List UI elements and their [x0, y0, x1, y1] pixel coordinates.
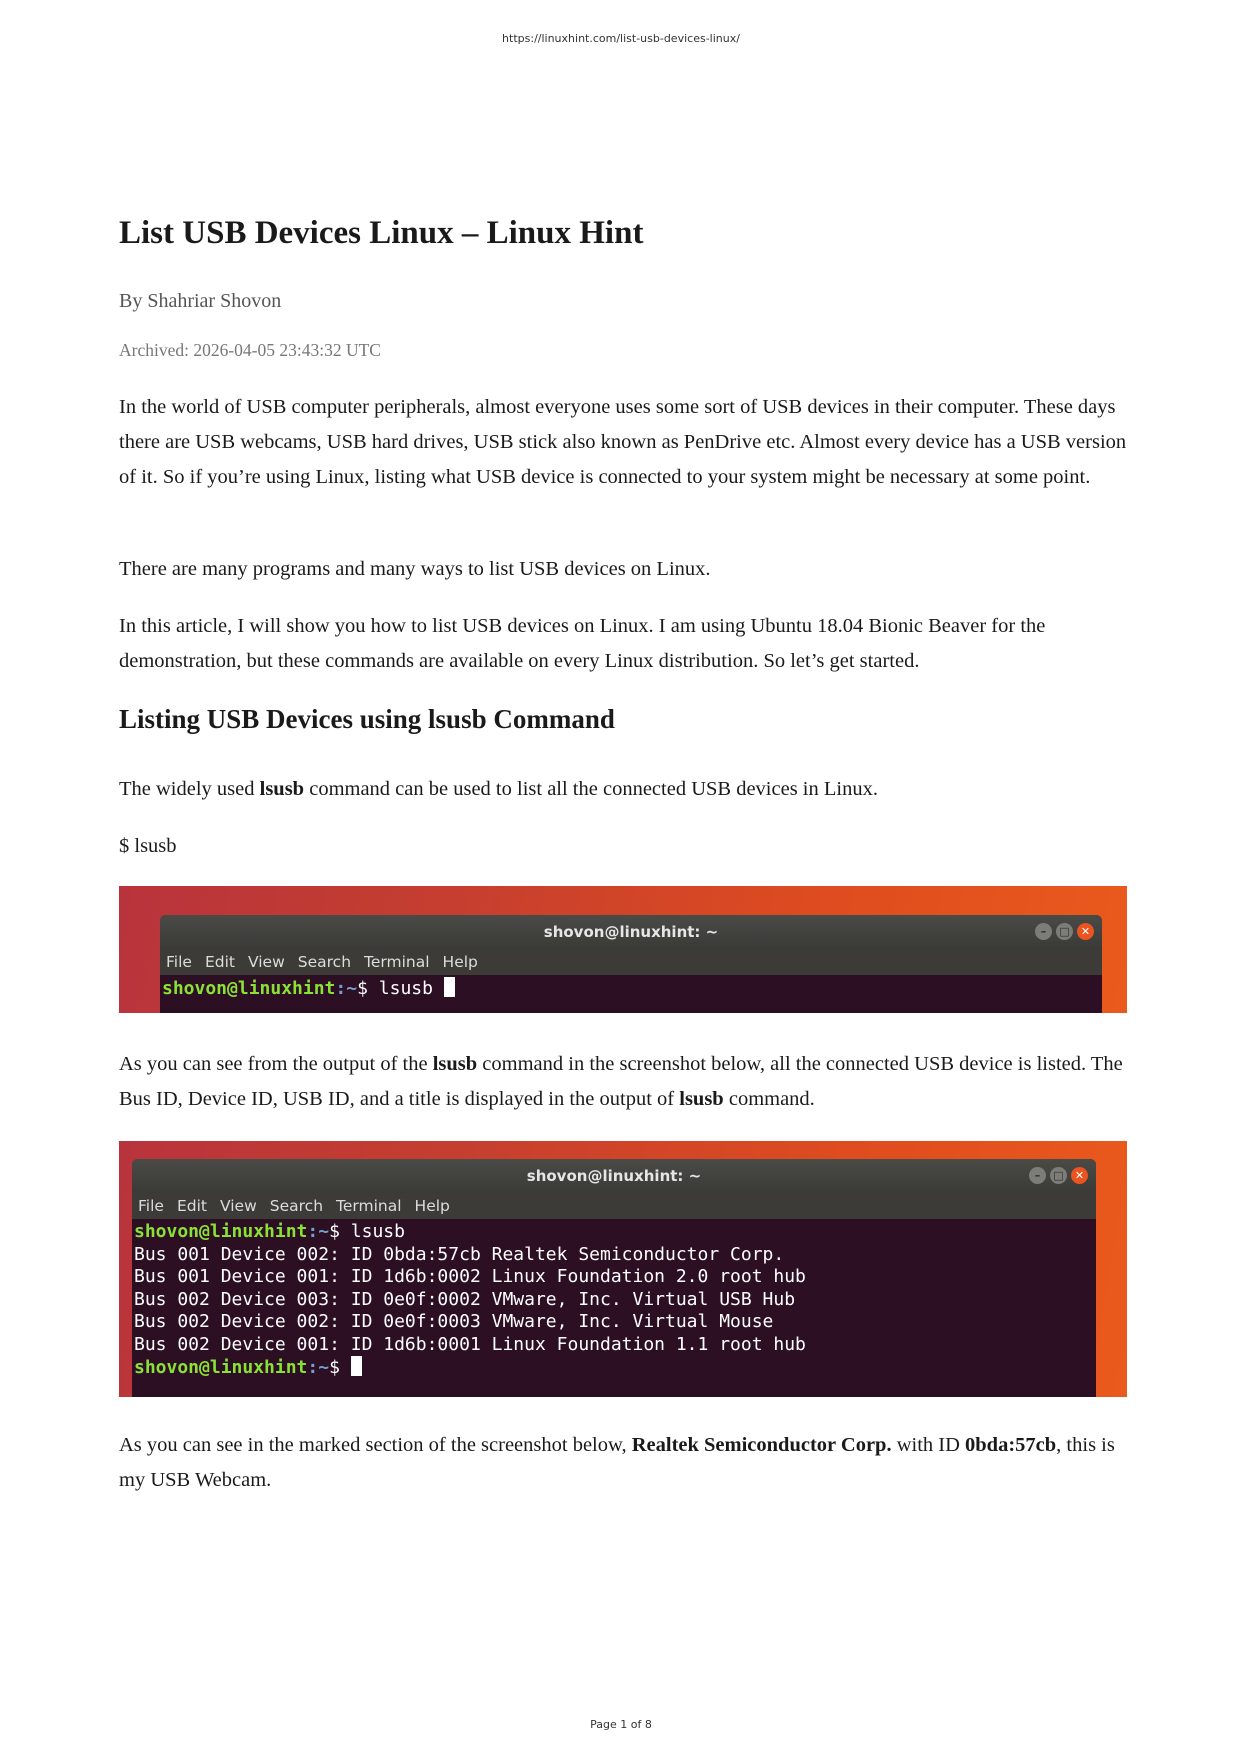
page-number: Page 1 of 8	[590, 1718, 652, 1731]
terminal-titlebar	[160, 915, 1102, 949]
paragraph-article: In this article, I will show you how to list USB devices on Linux. I am using Ubuntu 18.04 Bionic Beaver for the demonstration, but these commands are available on every Linux distribution. So let’s get started.	[119, 615, 1046, 672]
terminal-screenshot-2	[119, 1141, 1127, 1397]
terminal-console: shovon@linuxhint:~$ lsusb Bus 001 Device 002: ID 0bda:57cb Realtek Semiconductor Corp. Bus 001 Device 001: ID 1d6b:0002 Linux Foundation 2.0 root hub Bus 002 Device 003: ID 0e0f:0002 VMware, Inc. Virtual USB Hub Bus 002 Device 002: ID 0e0f:0003 VMware, Inc. Virtual Mouse Bus 002 Device 001: ID 1d6b:0001 Linux Foundation 1.1 root hub shovon@linuxhint:~$	[134, 1221, 806, 1378]
paragraph-output: As you can see from the output of the lsusb command in the screenshot below, all the connected USB device is listed. The Bus ID, Device ID, USB ID, and a title is displayed in the output of lsusb command.	[119, 1053, 1123, 1110]
article-title: List USB Devices Linux – Linux Hint	[119, 215, 644, 251]
terminal-screenshot-1	[119, 886, 1127, 1013]
menu-search: Search	[269, 1197, 324, 1215]
menu-search: Search	[297, 953, 352, 971]
menu-file: File	[166, 953, 192, 971]
output-line: Bus 002 Device 002: ID 0e0f:0003 VMware, Inc. Virtual Mouse	[134, 1311, 774, 1332]
section-heading: Listing USB Devices using lsusb Command	[119, 704, 615, 734]
terminal-menubar	[132, 1193, 1096, 1219]
terminal-titlebar	[132, 1159, 1096, 1193]
terminal-cursor	[444, 977, 455, 997]
maximize-icon: □	[1050, 1167, 1067, 1184]
menu-terminal: Terminal	[336, 1197, 402, 1215]
terminal-menubar	[160, 949, 1102, 975]
output-line: Bus 002 Device 001: ID 1d6b:0001 Linux Foundation 1.1 root hub	[134, 1333, 806, 1355]
menu-edit: Edit	[204, 953, 235, 971]
paragraph-lsusb: The widely used lsusb command can be used to list all the connected USB devices in Linux.	[119, 778, 878, 800]
output-line: Bus 001 Device 002: ID 0bda:57cb Realtek Semiconductor Corp.	[134, 1243, 785, 1265]
command-line: $ lsusb	[119, 835, 177, 857]
paragraph-webcam: As you can see in the marked section of the screenshot below, Realtek Semiconductor Corp. with ID 0bda:57cb, this is my USB Webcam.	[119, 1434, 1115, 1491]
output-line: Bus 001 Device 001: ID 1d6b:0002 Linux Foundation 2.0 root hub	[134, 1266, 806, 1287]
menu-help: Help	[414, 1197, 450, 1215]
byline: By Shahriar Shovon	[119, 290, 282, 312]
archived-date: Archived: 2026-04-05 23:43:32 UTC	[119, 340, 381, 360]
terminal-console: shovon@linuxhint:~$ lsusb	[160, 975, 1102, 1003]
maximize-icon: □	[1056, 923, 1073, 940]
minimize-icon: –	[1029, 1167, 1046, 1184]
minimize-icon: –	[1035, 923, 1052, 940]
menu-view: View	[247, 953, 285, 971]
page-url: https://linuxhint.com/list-usb-devices-linux/	[502, 32, 740, 45]
menu-file: File	[138, 1197, 164, 1215]
paragraph-intro: In the world of USB computer peripherals, almost everyone uses some sort of USB devices in their computer. These days there are USB webcams, USB hard drives, USB stick also known as PenDrive etc. Almost every device has a USB version of it. So if you’re using Linux, listing what USB device is connected to your system might be necessary at some point.	[119, 396, 1127, 488]
close-icon: ✕	[1071, 1167, 1088, 1184]
output-line: Bus 002 Device 003: ID 0e0f:0002 VMware, Inc. Virtual USB Hub	[134, 1288, 796, 1310]
menu-terminal: Terminal	[364, 953, 430, 971]
close-icon: ✕	[1077, 923, 1094, 940]
terminal-title: shovon@linuxhint: ~	[543, 923, 719, 941]
menu-help: Help	[442, 953, 478, 971]
menu-edit: Edit	[176, 1197, 207, 1215]
terminal-title: shovon@linuxhint: ~	[526, 1167, 702, 1185]
menu-view: View	[219, 1197, 257, 1215]
terminal-window	[160, 915, 1102, 1013]
terminal-cursor	[351, 1356, 362, 1376]
paragraph-programs: There are many programs and many ways to list USB devices on Linux.	[119, 558, 711, 580]
terminal-window	[132, 1159, 1096, 1397]
